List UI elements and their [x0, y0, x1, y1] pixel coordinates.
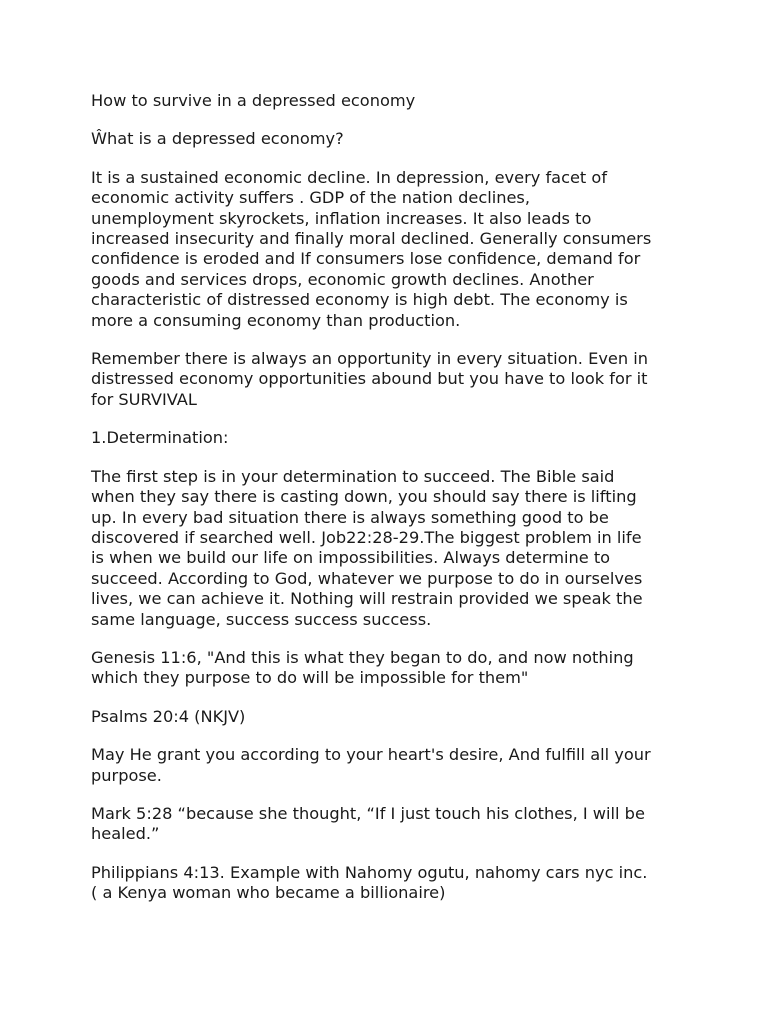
text-line: same language, success success success. — [91, 609, 432, 629]
section-heading-determination — [91, 428, 691, 448]
document-title — [91, 91, 691, 111]
opportunity-paragraph — [91, 349, 691, 410]
text-line: unemployment skyrockets, inflation increases. It also leads to — [91, 208, 592, 228]
text-line: goods and services drops, economic growth declines. Another — [91, 269, 594, 289]
mark-quote — [91, 804, 691, 845]
text-line: Ŵhat is a depressed economy? — [91, 129, 344, 149]
text-line: succeed. According to God, whatever we purpose to do in ourselves — [91, 568, 643, 588]
text-line: lives, we can achieve it. Nothing will restrain provided we speak the — [91, 589, 643, 609]
text-line: Psalms 20:4 (NKJV) — [91, 706, 246, 726]
text-line: confidence is eroded and If consumers lose confidence, demand for — [91, 249, 641, 269]
text-line: The first step is in your determination to succeed. The Bible said — [91, 466, 615, 486]
text-line: is when we build our life on impossibilities. Always determine to — [91, 548, 611, 568]
philippians-paragraph — [91, 863, 691, 904]
text-line: 1.Determination: — [91, 428, 229, 448]
text-line: Genesis 11:6, "And this is what they began to do, and now nothing — [91, 647, 634, 667]
psalms-quote — [91, 745, 691, 786]
psalms-reference — [91, 707, 691, 727]
question-heading — [91, 129, 691, 149]
text-line: up. In every bad situation there is always something good to be — [91, 507, 609, 527]
definition-paragraph — [91, 168, 691, 331]
text-line: Mark 5:28 “because she thought, “If I just touch his clothes, I will be — [91, 803, 645, 823]
text-line: It is a sustained economic decline. In depression, every facet of — [91, 167, 608, 187]
text-line: distressed economy opportunities abound but you have to look for it — [91, 369, 648, 389]
text-line: healed.” — [91, 824, 160, 844]
title-line: How to survive in a depressed economy — [91, 91, 416, 110]
document-page — [91, 91, 691, 922]
determination-paragraph — [91, 467, 691, 630]
text-line: more a consuming economy than production. — [91, 310, 461, 330]
document-body — [91, 129, 691, 903]
text-line: economic activity suffers . GDP of the nation declines, — [91, 188, 531, 208]
text-line: purpose. — [91, 765, 162, 785]
text-line: which they purpose to do will be impossible for them" — [91, 668, 529, 688]
text-line: for SURVIVAL — [91, 389, 197, 409]
genesis-quote — [91, 648, 691, 689]
text-line: ( a Kenya woman who became a billionaire) — [91, 883, 446, 903]
text-line: Philippians 4:13. Example with Nahomy ogutu, nahomy cars nyc inc. — [91, 862, 648, 882]
text-line: when they say there is casting down, you should say there is lifting — [91, 487, 637, 507]
text-line: May He grant you according to your heart's desire, And fulfill all your — [91, 745, 651, 765]
text-line: Remember there is always an opportunity in every situation. Even in — [91, 349, 649, 369]
text-line: discovered if searched well. Job22:28-29.The biggest problem in life — [91, 527, 642, 547]
text-line: characteristic of distressed economy is high debt. The economy is — [91, 290, 628, 310]
text-line: increased insecurity and finally moral declined. Generally consumers — [91, 229, 652, 249]
